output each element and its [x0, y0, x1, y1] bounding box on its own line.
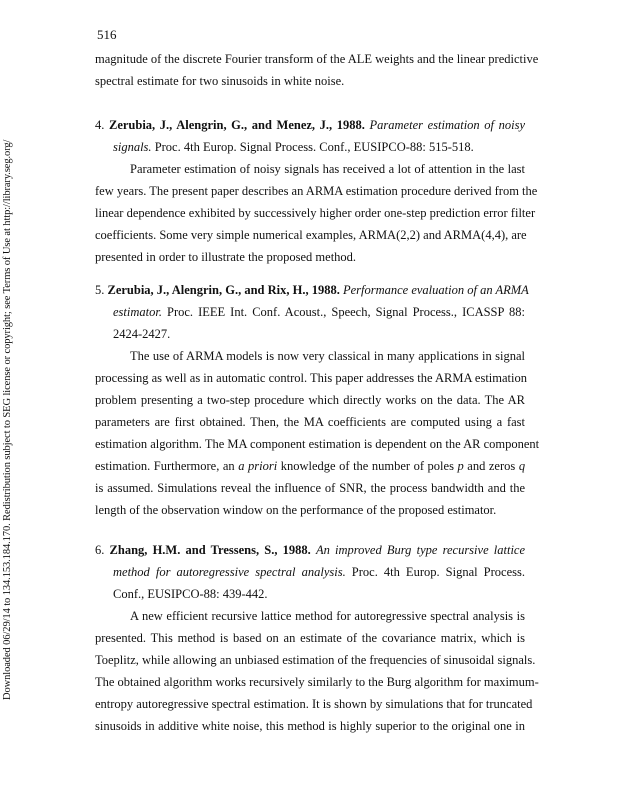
entry-heading [95, 114, 525, 136]
abstract-line: entropy autoregressive spectral estimation. It is shown by simulations that for truncated [95, 697, 533, 711]
abstract-line: The obtained algorithm works recursively similarly to the Burg algorithm for maximum- [95, 675, 539, 689]
entry-source [95, 301, 525, 323]
intro-paragraph [95, 48, 539, 92]
entry-title-cont: method for autoregressive spectral analysis. [113, 565, 346, 579]
abstract-line: Parameter estimation of noisy signals has received a lot of attention in the last [130, 162, 525, 176]
entry-title-cont: signals. [113, 140, 152, 154]
entry-authors: Zhang, H.M. and Tressens, S., 1988. [109, 543, 311, 557]
text-run-italic: p [457, 459, 464, 473]
reference-entry-5 [95, 279, 540, 521]
abstract-line: parameters are first obtained. Then, the MA coefficients are computed using a fast [95, 415, 525, 429]
abstract-line: A new efficient recursive lattice method for autoregressive spectral analysis is [130, 609, 525, 623]
abstract-line [95, 455, 525, 477]
abstract-line: estimation algorithm. The MA component estimation is dependent on the AR component [95, 437, 540, 451]
text-run: estimation. Furthermore, an [95, 459, 235, 473]
download-notice: Downloaded 06/29/14 to 134.153.184.170. Redistribution subject to SEG license or copyright; see Terms of Use at http://library.seg.org/ [2, 139, 13, 700]
reference-entry-6 [95, 539, 539, 737]
entry-title: Performance evaluation of an ARMA [342, 283, 529, 297]
entry-title-cont: estimator. [113, 305, 162, 319]
abstract-line: presented in order to illustrate the proposed method. [95, 250, 357, 264]
text-run-italic: a priori [238, 459, 278, 473]
entry-number: 5. [95, 283, 105, 297]
reference-entry-4 [95, 114, 538, 268]
abstract-line: presented. This method is based on an estimate of the covariance matrix, which is [95, 631, 525, 645]
entry-title: Parameter estimation of noisy [369, 118, 526, 132]
text-run: and zeros [467, 459, 516, 473]
entry-source-text: Proc. 4th Europ. Signal Process. [351, 565, 525, 579]
entry-heading [95, 539, 525, 561]
entry-authors: Zerubia, J., Alengrin, G., and Menez, J., 1988. [109, 118, 365, 132]
entry-pages: Conf., EUSIPCO-88: 439-442. [113, 587, 268, 601]
abstract-line: is assumed. Simulations reveal the influence of SNR, the process bandwidth and the [95, 481, 525, 495]
entry-number: 4. [95, 118, 105, 132]
abstract-line: problem presenting a two-step procedure which directly works on the data. The AR [95, 393, 525, 407]
entry-source-text: Proc. 4th Europ. Signal Process. Conf., EUSIPCO-88: 515-518. [154, 140, 474, 154]
entry-source [95, 136, 525, 158]
abstract-line: length of the observation window on the performance of the proposed estimator. [95, 503, 497, 517]
entry-authors: Zerubia, J., Alengrin, G., and Rix, H., 1988. [107, 283, 340, 297]
entry-source [95, 561, 525, 583]
text-run: knowledge of the number of poles [280, 459, 454, 473]
abstract-line: linear dependence exhibited by successively higher order one-step prediction error filter [95, 206, 536, 220]
text-line: magnitude of the discrete Fourier transform of the ALE weights and the linear predictive [95, 52, 539, 66]
page-number: 516 [97, 27, 117, 42]
abstract-line: processing as well as in automatic control. This paper addresses the ARMA estimation [95, 371, 527, 385]
abstract-line: sinusoids in additive white noise, this method is highly superior to the original one in [95, 719, 525, 733]
abstract-line: coefficients. Some very simple numerical examples, ARMA(2,2) and ARMA(4,4), are [95, 228, 527, 242]
text-line: spectral estimate for two sinusoids in white noise. [95, 74, 345, 88]
abstract-line: The use of ARMA models is now very classical in many applications in signal [130, 349, 525, 363]
abstract-line: few years. The present paper describes an ARMA estimation procedure derived from the [95, 184, 538, 198]
entry-title: An improved Burg type recursive lattice [315, 543, 526, 557]
abstract-line: Toeplitz, while allowing an unbiased estimation of the frequencies of sinusoidal signals. [95, 653, 536, 667]
entry-heading [95, 279, 529, 301]
text-run-italic: q [518, 459, 526, 473]
entry-pages: 2424-2427. [113, 327, 171, 341]
entry-source-text: Proc. IEEE Int. Conf. Acoust., Speech, Signal Process., ICASSP 88: [167, 305, 525, 319]
entry-number: 6. [95, 543, 105, 557]
